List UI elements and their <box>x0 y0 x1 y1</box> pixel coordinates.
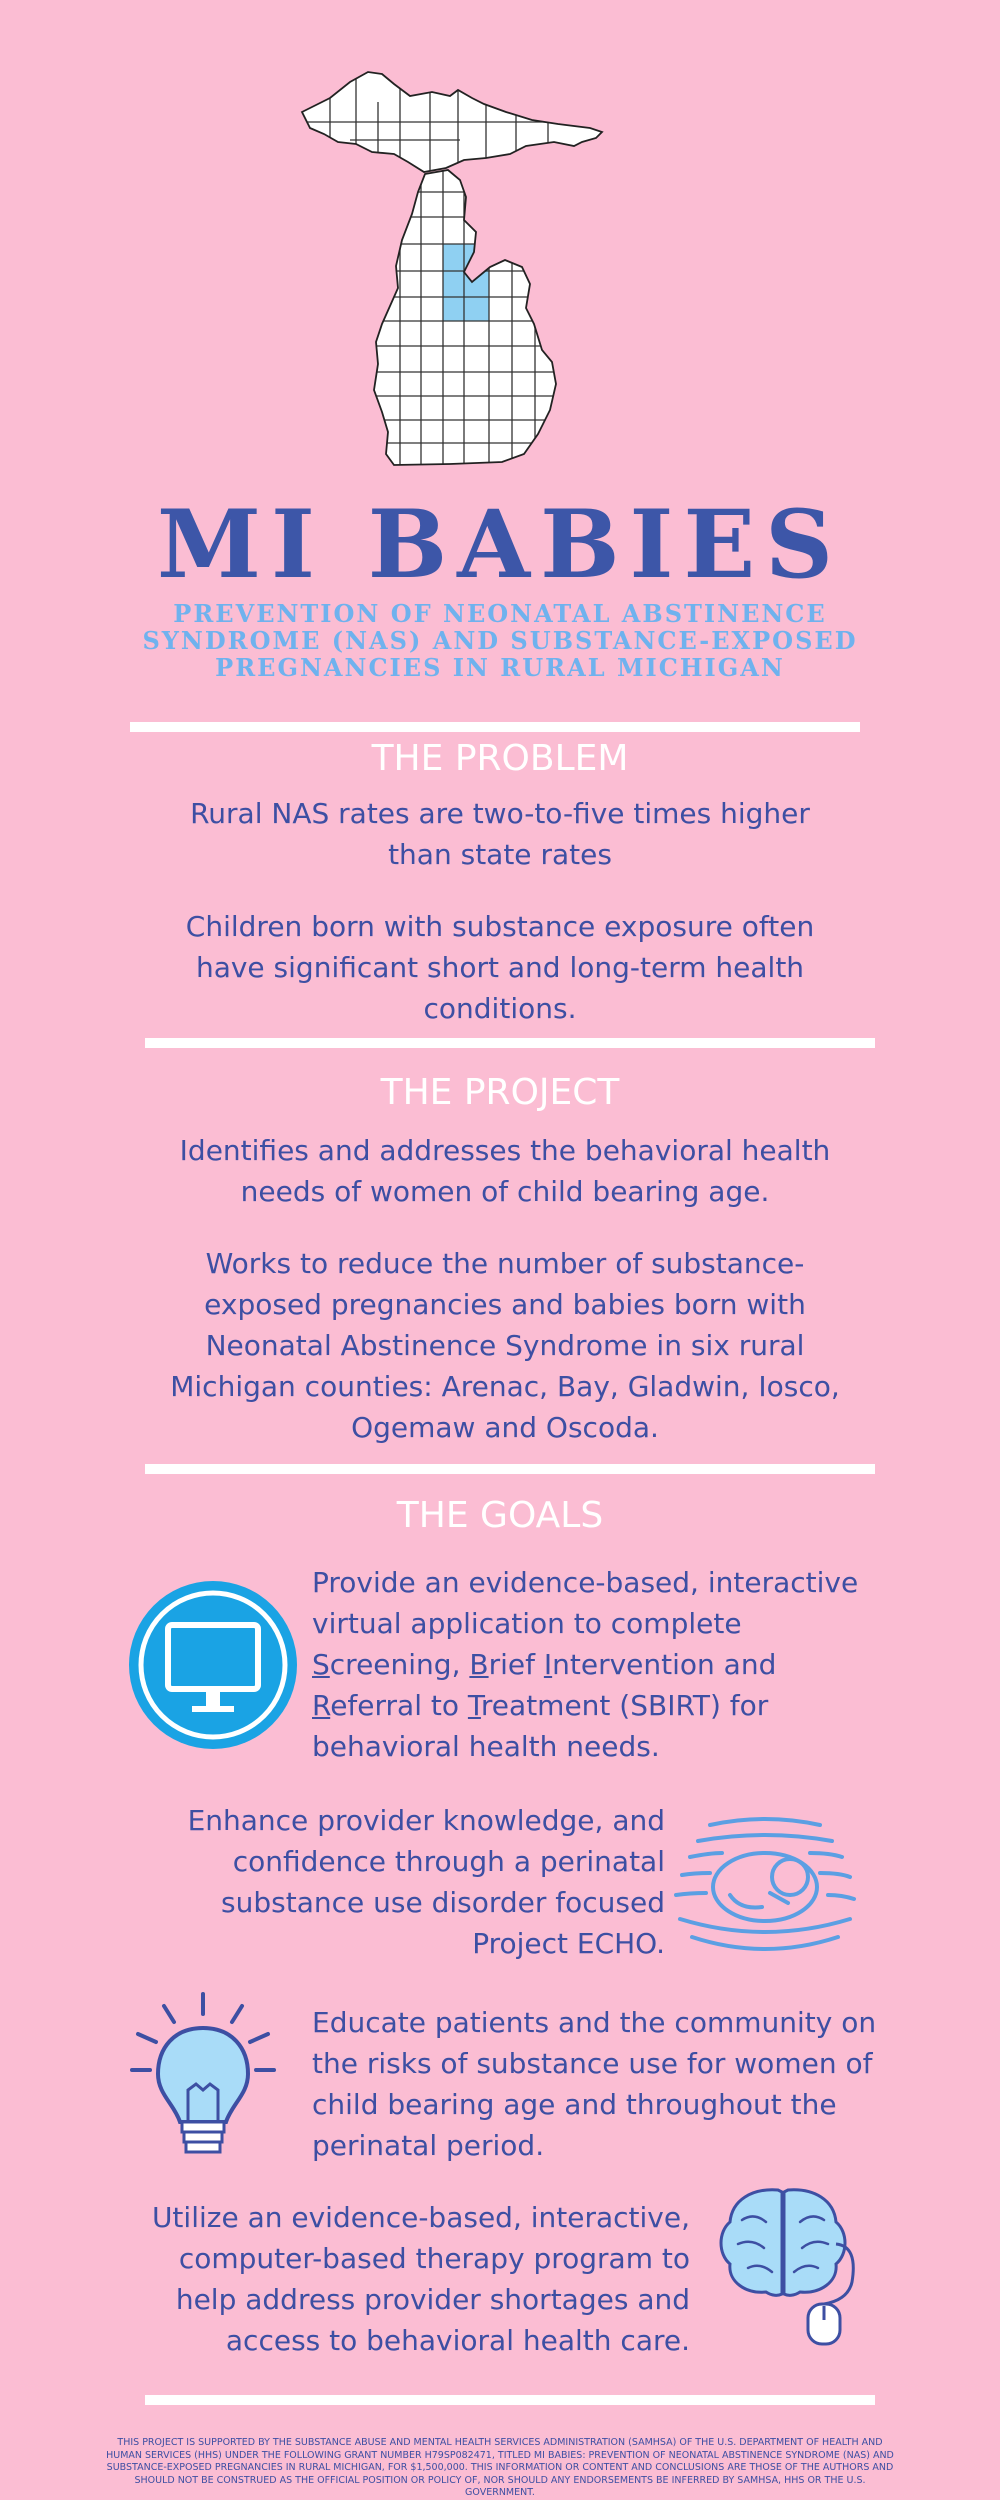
text-segment: ntervention and <box>552 1648 777 1681</box>
goal-1-line-5: behavioral health needs. <box>312 1730 660 1763</box>
goal-1-text <box>312 1562 892 1767</box>
problem-heading: THE PROBLEM <box>371 738 629 779</box>
text-segment: creening, <box>329 1648 470 1681</box>
goal-1-line-2: virtual application to complete <box>312 1607 742 1640</box>
problem-paragraph-2: Children born with substance exposure often have significant short and long-term health conditions. <box>185 910 815 1025</box>
michigan-county-map <box>290 62 620 470</box>
lightbulb-icon <box>128 1990 278 2170</box>
divider-rule <box>130 722 860 732</box>
ultrasound-baby-icon <box>670 1815 860 1955</box>
computer-monitor-icon <box>128 1580 298 1750</box>
page-subtitle: PREVENTION OF NEONATAL ABSTINENCE SYNDROME (NAS) AND SUBSTANCE-EXPOSED PREGNANCIES IN RURAL MICHIGAN <box>142 599 858 682</box>
problem-paragraph-1: Rural NAS rates are two-to-five times higher than state rates <box>190 797 810 871</box>
text-segment: rief <box>488 1648 544 1681</box>
goal-1-line-3 <box>312 1644 892 1685</box>
divider-rule <box>145 1038 875 1048</box>
divider-rule <box>145 1464 875 1474</box>
goal-1-line-4 <box>312 1685 892 1726</box>
text-segment: reatment (SBIRT) for <box>480 1689 769 1722</box>
divider-rule <box>145 2395 875 2405</box>
funding-disclaimer: THIS PROJECT IS SUPPORTED BY THE SUBSTANCE ABUSE AND MENTAL HEALTH SERVICES ADMINISTRATION (SAMHSA) OF THE U.S. DEPARTMENT OF HEALTH AND HUMAN SERVICES (HHS) UNDER THE FOLLOWING GRANT NUMBER H79SP082471, TITLED MI BABIES: PREVENTION OF NEONATAL ABSTINENCE SYNDROME (NAS) AND SUBSTANCE-EXPOSED PREGNANCIES IN RURAL MICHIGAN, FOR $1,500,000. THIS INFORMATION OR CONTENT AND CONCLUSIONS ARE THOSE OF THE AUTHORS AND SHOULD NOT BE CONSTRUED AS THE OFFICIAL POSITION OR POLICY OF, NOR SHOULD ANY ENDORSEMENTS BE INFERRED BY SAMHSA, HHS OR THE U.S. GOVERNMENT. <box>106 2437 894 2498</box>
underlined-letter: B <box>469 1648 489 1681</box>
goal-2-text: Enhance provider knowledge, and confidence through a perinatal substance use disorder focused Project ECHO. <box>187 1804 665 1960</box>
underlined-letter: I <box>543 1648 553 1681</box>
goals-heading: THE GOALS <box>396 1495 604 1536</box>
goal-1-line-1: Provide an evidence-based, interactive <box>312 1566 859 1599</box>
page-title: MI BABIES <box>156 490 844 600</box>
goal-3-text: Educate patients and the community on the risks of substance use for women of child bearing age and throughout the perinatal period. <box>312 2006 877 2162</box>
underlined-letter: R <box>312 1689 331 1722</box>
brain-mouse-icon <box>712 2182 862 2347</box>
project-heading: THE PROJECT <box>380 1072 620 1113</box>
project-paragraph-1: Identifies and addresses the behavioral health needs of women of child bearing age. <box>179 1134 831 1208</box>
underlined-letter: S <box>312 1648 330 1681</box>
goal-4-text: Utilize an evidence-based, interactive, computer-based therapy program to help address provider shortages and access to behavioral health care. <box>151 2201 690 2357</box>
underlined-letter: T <box>467 1689 481 1722</box>
project-paragraph-2: Works to reduce the number of substance-exposed pregnancies and babies born with Neonatal Abstinence Syndrome in six rural Michigan counties: Arenac, Bay, Gladwin, Iosco, Ogemaw and Oscoda. <box>170 1247 840 1444</box>
text-segment: eferral to <box>330 1689 468 1722</box>
